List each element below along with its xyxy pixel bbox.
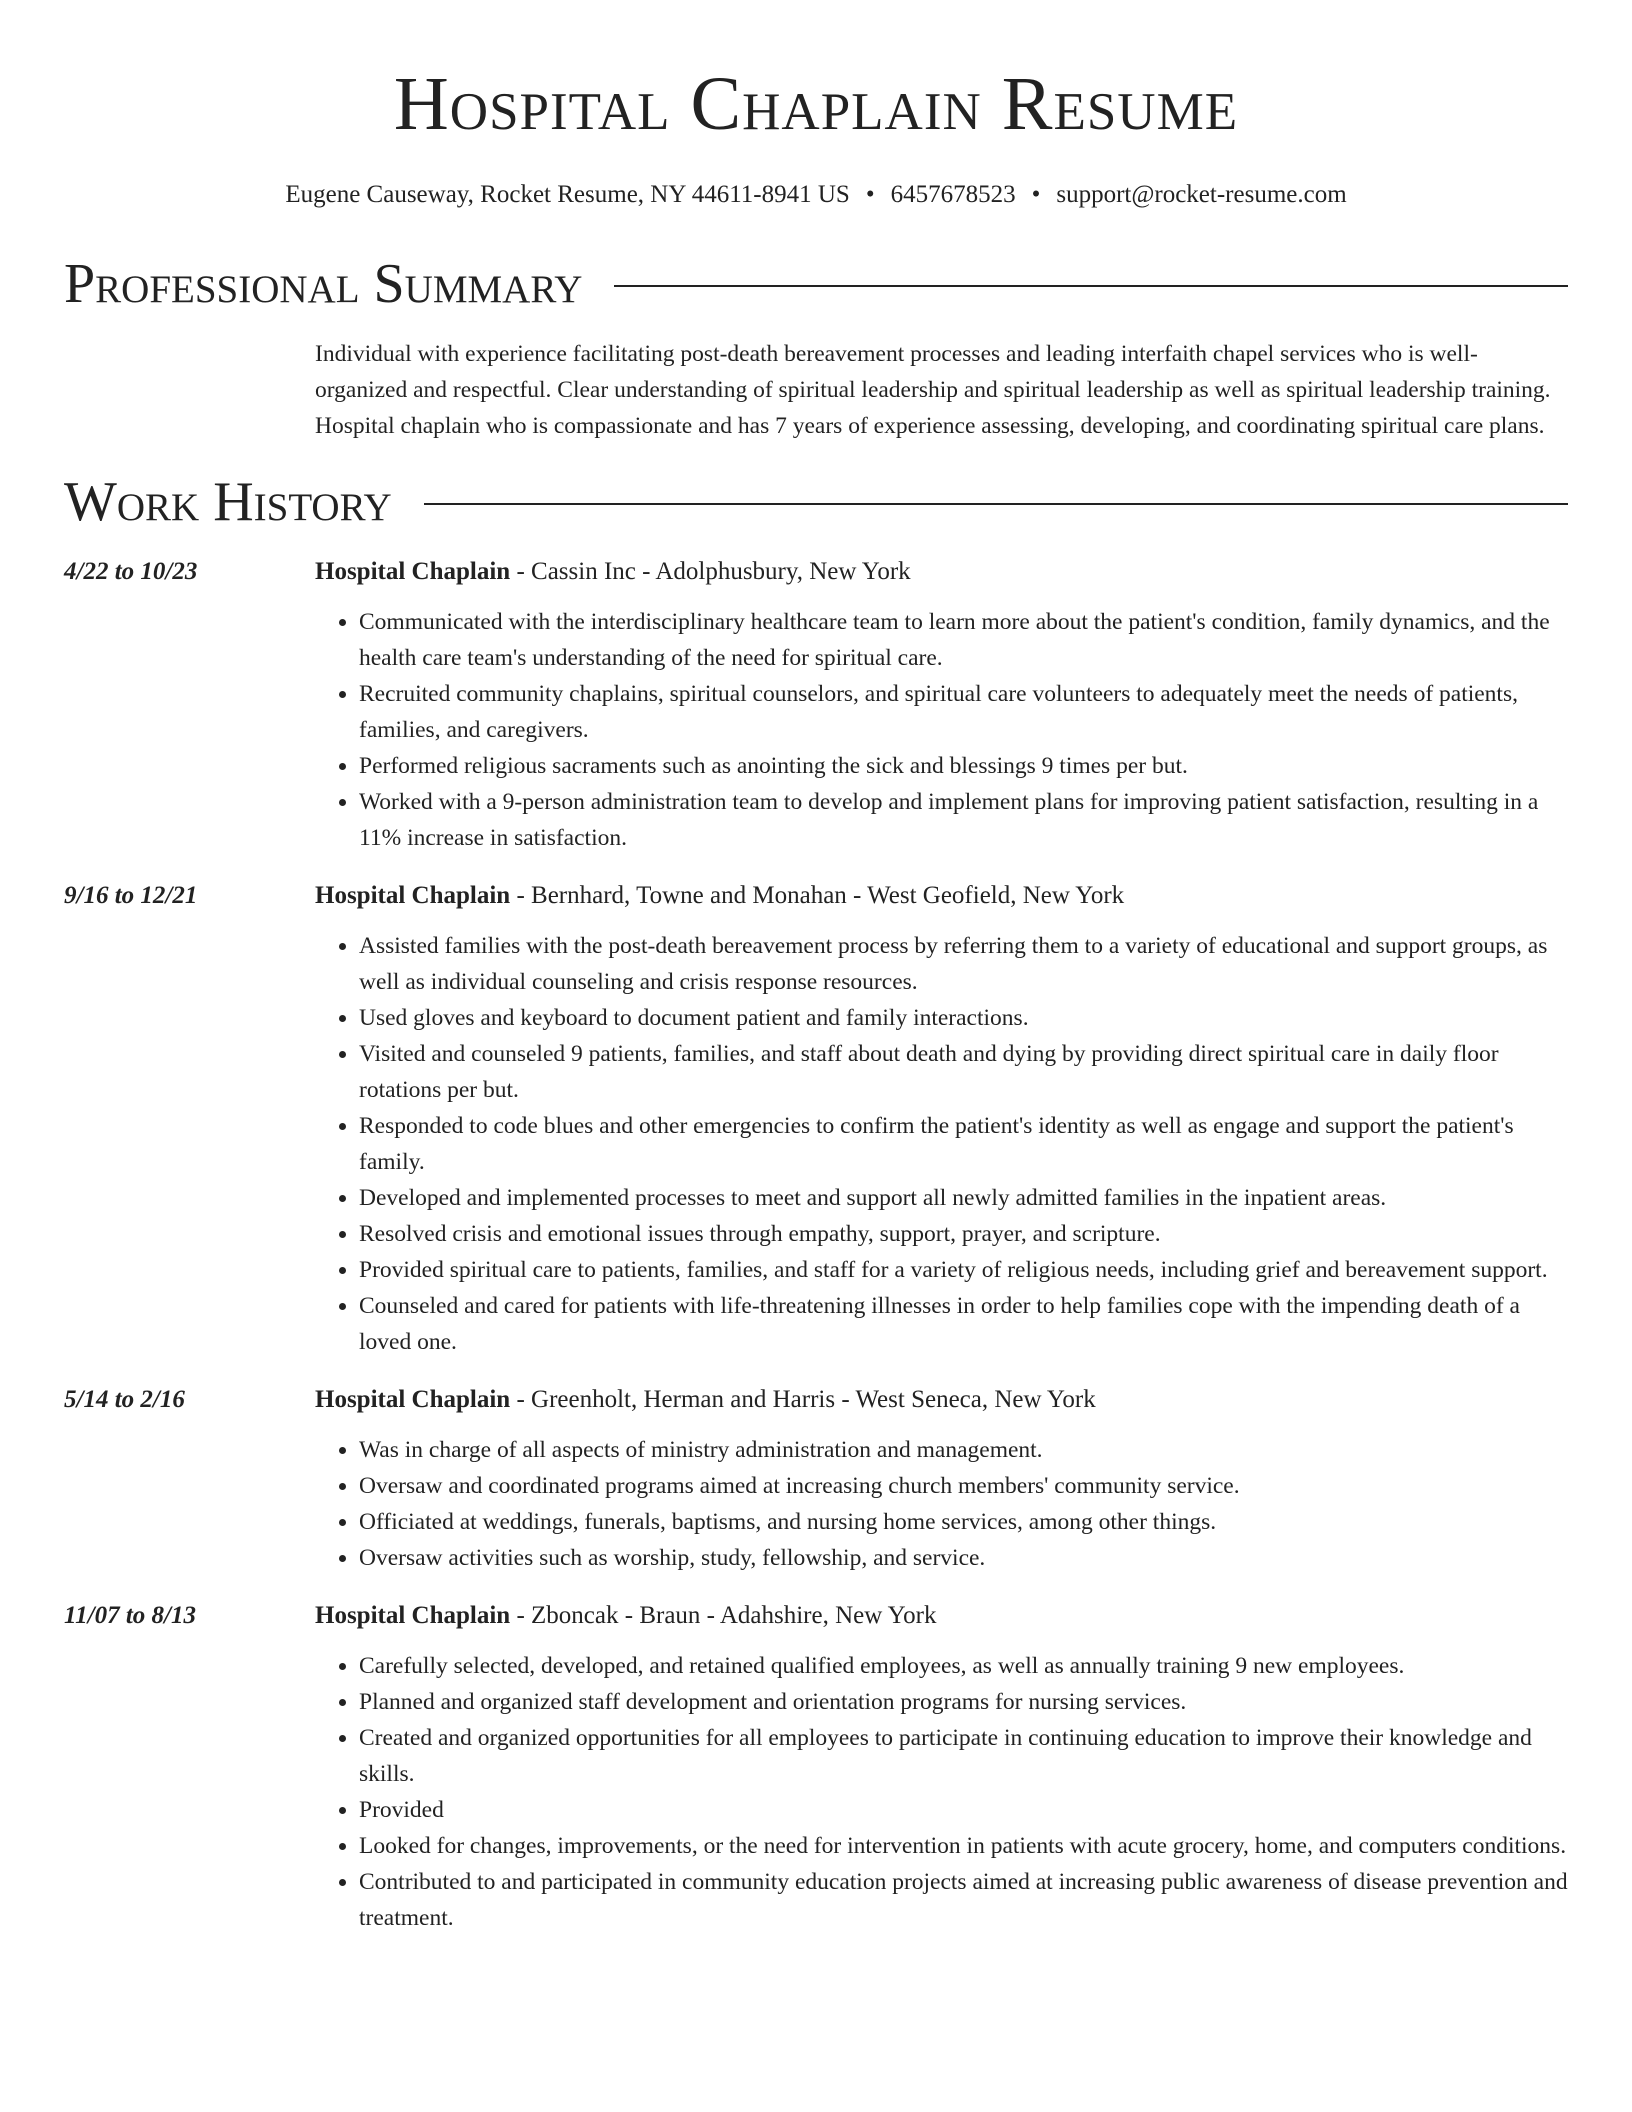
job-employer-location: - Greenholt, Herman and Harris - West Seneca, New York [510, 1386, 1096, 1413]
section-divider [424, 503, 1568, 505]
job-dates: 9/16 to 12/21 [64, 882, 198, 909]
job-bullet: • Resolved crisis and emotional issues through empathy, support, prayer, and scripture. [359, 1216, 1568, 1252]
job-bullet: • Responded to code blues and other emergencies to confirm the patient's identity as well as engage and support the patient's family. [359, 1108, 1568, 1180]
job-role: Hospital Chaplain [315, 882, 511, 909]
job-bullet: • Performed religious sacraments such as anointing the sick and blessings 9 times per but. [359, 748, 1568, 784]
contact-line [64, 180, 1568, 210]
job-title-line [315, 552, 1568, 590]
job-bullet: • Was in charge of all aspects of ministry administration and management. [359, 1432, 1568, 1468]
job-bullet: • Provided [359, 1792, 1568, 1828]
job-bullet: • Worked with a 9-person administration team to develop and implement plans for improving patient satisfaction, resulting in a 11% increase in satisfaction. [359, 784, 1568, 856]
job-role: Hospital Chaplain [315, 558, 511, 585]
job-bullet: • Looked for changes, improvements, or the need for intervention in patients with acute grocery, home, and computers conditions. [359, 1828, 1568, 1864]
job-bullet: • Recruited community chaplains, spiritual counselors, and spiritual care volunteers to adequately meet the needs of patients, families, and caregivers. [359, 676, 1568, 748]
job-bullets [315, 1432, 1568, 1576]
job-bullet: • Oversaw and coordinated programs aimed at increasing church members' community service. [359, 1468, 1568, 1504]
job-dates: 5/14 to 2/16 [64, 1386, 185, 1413]
work-history-section-header [64, 470, 1568, 534]
contact-separator: • [1031, 181, 1041, 208]
job-bullet: • Officiated at weddings, funerals, baptisms, and nursing home services, among other things. [359, 1504, 1568, 1540]
job-role: Hospital Chaplain [315, 1386, 511, 1413]
contact-address: Eugene Causeway, Rocket Resume, NY 44611-8941 US [285, 181, 850, 208]
summary-section-header [64, 252, 1568, 316]
job-entry [64, 552, 1568, 856]
summary-heading: Professional Summary [64, 253, 583, 315]
page-title: Hospital Chaplain Resume [393, 62, 1239, 146]
job-bullet: • Developed and implemented processes to meet and support all newly admitted families in the inpatient areas. [359, 1180, 1568, 1216]
work-history-heading: Work History [64, 471, 392, 533]
contact-email: support@rocket-resume.com [1056, 181, 1347, 208]
job-bullet: • Planned and organized staff development and orientation programs for nursing services. [359, 1684, 1568, 1720]
job-bullet: • Provided spiritual care to patients, families, and staff for a variety of religious needs, including grief and bereavement support. [359, 1252, 1568, 1288]
job-title-line [315, 1596, 1568, 1634]
job-bullet: • Used gloves and keyboard to document patient and family interactions. [359, 1000, 1568, 1036]
job-entry [64, 876, 1568, 1360]
job-bullet: • Created and organized opportunities for all employees to participate in continuing education to improve their knowledge and skills. [359, 1720, 1568, 1792]
job-dates: 11/07 to 8/13 [64, 1602, 196, 1629]
job-entry [64, 1596, 1568, 1936]
work-history-list [64, 552, 1568, 1936]
job-bullet: • Counseled and cared for patients with life-threatening illnesses in order to help families cope with the impending death of a loved one. [359, 1288, 1568, 1360]
job-dates: 4/22 to 10/23 [64, 558, 198, 585]
job-title-line [315, 1380, 1568, 1418]
job-bullet: • Carefully selected, developed, and retained qualified employees, as well as annually training 9 new employees. [359, 1648, 1568, 1684]
job-bullet: • Oversaw activities such as worship, study, fellowship, and service. [359, 1540, 1568, 1576]
job-body [315, 552, 1568, 856]
job-bullets [315, 928, 1568, 1360]
job-bullets [315, 604, 1568, 856]
contact-separator: • [865, 181, 875, 208]
contact-phone: 6457678523 [890, 181, 1016, 208]
job-bullet: • Assisted families with the post-death bereavement process by referring them to a variety of educational and support groups, as well as individual counseling and crisis response resources. [359, 928, 1568, 1000]
summary-text: Individual with experience facilitating post-death bereavement processes and leading interfaith chapel services who is well-organized and respectful. Clear understanding of spiritual leadership and spiritual leadership as well as spiritual leadership training. Hospital chaplain who is compassionate and has 7 years of experience assessing, developing, and coordinating spiritual care plans. [315, 341, 1551, 439]
job-role: Hospital Chaplain [315, 1602, 511, 1629]
job-bullet: • Contributed to and participated in community education projects aimed at increasing public awareness of disease prevention and treatment. [359, 1864, 1568, 1936]
job-bullet: • Communicated with the interdisciplinary healthcare team to learn more about the patient's condition, family dynamics, and the health care team's understanding of the need for spiritual care. [359, 604, 1568, 676]
job-employer-location: - Cassin Inc - Adolphusbury, New York [510, 558, 911, 585]
job-bullet: • Visited and counseled 9 patients, families, and staff about death and dying by providing direct spiritual care in daily floor rotations per but. [359, 1036, 1568, 1108]
job-bullets [315, 1648, 1568, 1936]
job-body [315, 1596, 1568, 1936]
job-title-line [315, 876, 1568, 914]
job-employer-location: - Zboncak - Braun - Adahshire, New York [510, 1602, 937, 1629]
job-employer-location: - Bernhard, Towne and Monahan - West Geofield, New York [510, 882, 1125, 909]
job-entry [64, 1380, 1568, 1576]
section-divider [614, 285, 1568, 287]
job-body [315, 876, 1568, 1360]
job-body [315, 1380, 1568, 1576]
